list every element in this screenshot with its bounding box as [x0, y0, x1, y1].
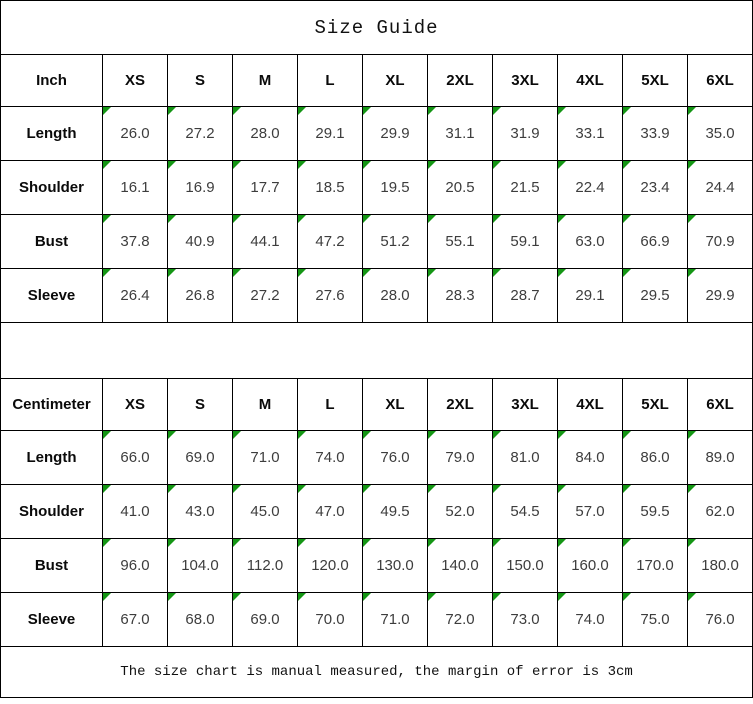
- measurement-value-cell: [428, 539, 493, 593]
- measurement-value: 49.5: [380, 503, 410, 520]
- measurement-value-cell: [428, 431, 493, 485]
- size-label-xs: XS: [103, 55, 168, 107]
- measurement-value: 75.0: [640, 611, 670, 628]
- cell-flag-icon: [363, 539, 371, 547]
- cell-flag-icon: [298, 215, 306, 223]
- measurement-value: 52.0: [445, 503, 475, 520]
- measurement-value: 89.0: [705, 449, 735, 466]
- cell-flag-icon: [428, 593, 436, 601]
- measurement-label: Bust: [1, 215, 103, 269]
- measurement-value: 70.0: [315, 611, 345, 628]
- size-label-l: L: [298, 379, 363, 431]
- cell-flag-icon: [493, 215, 501, 223]
- measurement-value: 86.0: [640, 449, 670, 466]
- measurement-value-cell: [428, 161, 493, 215]
- size-label-6xl: 6XL: [688, 55, 753, 107]
- cell-flag-icon: [103, 431, 111, 439]
- measurement-value-cell: [623, 593, 688, 647]
- measurement-row-sleeve: [1, 269, 753, 323]
- size-label-3xl: 3XL: [493, 55, 558, 107]
- measurement-value-cell: [298, 215, 363, 269]
- measurement-value: 37.8: [120, 233, 150, 250]
- cell-flag-icon: [558, 161, 566, 169]
- cell-flag-icon: [168, 593, 176, 601]
- size-label-3xl: 3XL: [493, 379, 558, 431]
- cell-flag-icon: [233, 431, 241, 439]
- cell-flag-icon: [103, 215, 111, 223]
- cell-flag-icon: [688, 431, 696, 439]
- measurement-value-cell: [363, 485, 428, 539]
- measurement-value-cell: [298, 485, 363, 539]
- measurement-value-cell: [623, 215, 688, 269]
- measurement-value-cell: [623, 431, 688, 485]
- measurement-value-cell: [493, 539, 558, 593]
- measurement-label: Sleeve: [1, 593, 103, 647]
- measurement-value: 43.0: [185, 503, 215, 520]
- page-title: Size Guide: [1, 1, 753, 55]
- cell-flag-icon: [688, 485, 696, 493]
- measurement-value-cell: [363, 431, 428, 485]
- measurement-value: 79.0: [445, 449, 475, 466]
- measurement-value-cell: [558, 269, 623, 323]
- measurement-value-cell: [363, 269, 428, 323]
- cell-flag-icon: [493, 161, 501, 169]
- cell-flag-icon: [428, 485, 436, 493]
- cell-flag-icon: [623, 431, 631, 439]
- measurement-value-cell: [298, 269, 363, 323]
- measurement-value: 54.5: [510, 503, 540, 520]
- measurement-value-cell: [558, 215, 623, 269]
- size-label-m: M: [233, 379, 298, 431]
- size-label-s: S: [168, 379, 233, 431]
- size-label-m: M: [233, 55, 298, 107]
- measurement-value-cell: [233, 431, 298, 485]
- measurement-value: 59.1: [510, 233, 540, 250]
- cell-flag-icon: [103, 539, 111, 547]
- size-label-l: L: [298, 55, 363, 107]
- cell-flag-icon: [363, 593, 371, 601]
- measurement-value: 45.0: [250, 503, 280, 520]
- measurement-value-cell: [233, 539, 298, 593]
- cell-flag-icon: [233, 593, 241, 601]
- cell-flag-icon: [298, 485, 306, 493]
- cell-flag-icon: [363, 269, 371, 277]
- size-label-5xl: 5XL: [623, 379, 688, 431]
- unit-label: Inch: [1, 55, 103, 107]
- measurement-value-cell: [103, 107, 168, 161]
- cell-flag-icon: [103, 107, 111, 115]
- measurement-value: 74.0: [315, 449, 345, 466]
- measurement-value: 27.2: [250, 287, 280, 304]
- measurement-value: 62.0: [705, 503, 735, 520]
- cell-flag-icon: [363, 161, 371, 169]
- measurement-value: 120.0: [311, 557, 349, 574]
- cell-flag-icon: [428, 161, 436, 169]
- measurement-value-cell: [688, 431, 753, 485]
- inch-table-section: [1, 55, 753, 323]
- measurement-value: 28.0: [380, 287, 410, 304]
- size-label-6xl: 6XL: [688, 379, 753, 431]
- measurement-value-cell: [623, 107, 688, 161]
- measurement-value-cell: [363, 107, 428, 161]
- measurement-value: 29.5: [640, 287, 670, 304]
- size-label-4xl: 4XL: [558, 55, 623, 107]
- measurement-value: 81.0: [510, 449, 540, 466]
- measurement-value-cell: [688, 485, 753, 539]
- cell-flag-icon: [558, 215, 566, 223]
- measurement-value: 59.5: [640, 503, 670, 520]
- measurement-label: Shoulder: [1, 485, 103, 539]
- size-label-s: S: [168, 55, 233, 107]
- measurement-value-cell: [103, 539, 168, 593]
- measurement-value-cell: [558, 593, 623, 647]
- cell-flag-icon: [298, 107, 306, 115]
- cell-flag-icon: [558, 593, 566, 601]
- measurement-row-sleeve: [1, 593, 753, 647]
- cell-flag-icon: [623, 593, 631, 601]
- cell-flag-icon: [558, 107, 566, 115]
- measurement-label: Length: [1, 431, 103, 485]
- measurement-value: 21.5: [510, 179, 540, 196]
- measurement-value: 28.0: [250, 125, 280, 142]
- cell-flag-icon: [623, 539, 631, 547]
- cell-flag-icon: [688, 269, 696, 277]
- cell-flag-icon: [623, 215, 631, 223]
- cell-flag-icon: [233, 269, 241, 277]
- measurement-value-cell: [493, 161, 558, 215]
- cell-flag-icon: [233, 161, 241, 169]
- measurement-row-bust: [1, 539, 753, 593]
- cell-flag-icon: [493, 593, 501, 601]
- measurement-value-cell: [688, 107, 753, 161]
- measurement-value: 73.0: [510, 611, 540, 628]
- cell-flag-icon: [428, 215, 436, 223]
- measurement-value: 29.9: [380, 125, 410, 142]
- measurement-value: 47.2: [315, 233, 345, 250]
- cell-flag-icon: [233, 539, 241, 547]
- measurement-value-cell: [493, 269, 558, 323]
- measurement-value: 23.4: [640, 179, 670, 196]
- measurement-value-cell: [363, 539, 428, 593]
- cell-flag-icon: [168, 431, 176, 439]
- spacer-cell: [1, 323, 753, 379]
- measurement-value-cell: [623, 539, 688, 593]
- cell-flag-icon: [623, 485, 631, 493]
- measurement-value: 27.6: [315, 287, 345, 304]
- measurement-value: 170.0: [636, 557, 674, 574]
- cell-flag-icon: [428, 539, 436, 547]
- measurement-value: 17.7: [250, 179, 280, 196]
- measurement-value: 69.0: [185, 449, 215, 466]
- measurement-value: 31.9: [510, 125, 540, 142]
- cell-flag-icon: [688, 593, 696, 601]
- measurement-value: 26.0: [120, 125, 150, 142]
- measurement-value: 26.4: [120, 287, 150, 304]
- measurement-value-cell: [688, 539, 753, 593]
- measurement-value-cell: [103, 431, 168, 485]
- measurement-value-cell: [688, 593, 753, 647]
- measurement-value: 28.3: [445, 287, 475, 304]
- measurement-value: 63.0: [575, 233, 605, 250]
- measurement-value: 18.5: [315, 179, 345, 196]
- cell-flag-icon: [103, 161, 111, 169]
- cell-flag-icon: [558, 269, 566, 277]
- measurement-row-length: [1, 107, 753, 161]
- measurement-value-cell: [233, 215, 298, 269]
- measurement-value-cell: [493, 215, 558, 269]
- title-section: [1, 1, 753, 55]
- measurement-value: 84.0: [575, 449, 605, 466]
- measurement-value: 130.0: [376, 557, 414, 574]
- spacer-row: [1, 323, 753, 379]
- cell-flag-icon: [688, 539, 696, 547]
- measurement-value-cell: [168, 593, 233, 647]
- measurement-value: 140.0: [441, 557, 479, 574]
- measurement-value: 55.1: [445, 233, 475, 250]
- measurement-value: 28.7: [510, 287, 540, 304]
- measurement-value: 96.0: [120, 557, 150, 574]
- cell-flag-icon: [233, 215, 241, 223]
- cell-flag-icon: [493, 539, 501, 547]
- measurement-value: 51.2: [380, 233, 410, 250]
- measurement-value-cell: [168, 215, 233, 269]
- cell-flag-icon: [298, 593, 306, 601]
- measurement-value: 20.5: [445, 179, 475, 196]
- size-label-xs: XS: [103, 379, 168, 431]
- measurement-value: 41.0: [120, 503, 150, 520]
- measurement-value: 57.0: [575, 503, 605, 520]
- cell-flag-icon: [558, 431, 566, 439]
- measurement-value-cell: [623, 269, 688, 323]
- measurement-value: 35.0: [705, 125, 735, 142]
- measurement-value-cell: [688, 215, 753, 269]
- cell-flag-icon: [168, 215, 176, 223]
- measurement-value: 29.1: [315, 125, 345, 142]
- cell-flag-icon: [363, 107, 371, 115]
- size-header-row: [1, 55, 753, 107]
- measurement-value-cell: [233, 593, 298, 647]
- measurement-value: 29.1: [575, 287, 605, 304]
- cell-flag-icon: [168, 269, 176, 277]
- measurement-value-cell: [298, 431, 363, 485]
- measurement-row-shoulder: [1, 485, 753, 539]
- cell-flag-icon: [298, 161, 306, 169]
- footer-row: [1, 647, 753, 698]
- measurement-value: 71.0: [250, 449, 280, 466]
- cell-flag-icon: [168, 539, 176, 547]
- measurement-value-cell: [103, 215, 168, 269]
- measurement-value: 180.0: [701, 557, 739, 574]
- cell-flag-icon: [298, 269, 306, 277]
- cell-flag-icon: [493, 431, 501, 439]
- measurement-value: 76.0: [380, 449, 410, 466]
- size-label-2xl: 2XL: [428, 379, 493, 431]
- measurement-value-cell: [298, 539, 363, 593]
- measurement-row-length: [1, 431, 753, 485]
- measurement-value: 29.9: [705, 287, 735, 304]
- measurement-value-cell: [428, 269, 493, 323]
- spacer-section: [1, 323, 753, 379]
- measurement-value-cell: [103, 269, 168, 323]
- measurement-value: 68.0: [185, 611, 215, 628]
- measurement-value-cell: [558, 431, 623, 485]
- measurement-value: 76.0: [705, 611, 735, 628]
- cell-flag-icon: [623, 269, 631, 277]
- measurement-row-shoulder: [1, 161, 753, 215]
- measurement-value: 71.0: [380, 611, 410, 628]
- measurement-value-cell: [168, 431, 233, 485]
- measurement-value-cell: [233, 107, 298, 161]
- measurement-value-cell: [103, 485, 168, 539]
- cell-flag-icon: [298, 431, 306, 439]
- measurement-value: 27.2: [185, 125, 215, 142]
- measurement-value-cell: [558, 485, 623, 539]
- measurement-value-cell: [558, 161, 623, 215]
- measurement-value-cell: [363, 593, 428, 647]
- cell-flag-icon: [363, 431, 371, 439]
- measurement-label: Length: [1, 107, 103, 161]
- cell-flag-icon: [168, 161, 176, 169]
- measurement-value-cell: [363, 161, 428, 215]
- measurement-value: 26.8: [185, 287, 215, 304]
- measurement-value-cell: [493, 107, 558, 161]
- cell-flag-icon: [103, 269, 111, 277]
- cell-flag-icon: [493, 269, 501, 277]
- measurement-value-cell: [298, 107, 363, 161]
- cell-flag-icon: [233, 107, 241, 115]
- measurement-value: 33.1: [575, 125, 605, 142]
- cell-flag-icon: [168, 485, 176, 493]
- measurement-value: 66.9: [640, 233, 670, 250]
- measurement-value-cell: [688, 269, 753, 323]
- measurement-value-cell: [233, 485, 298, 539]
- measurement-label: Bust: [1, 539, 103, 593]
- measurement-value-cell: [493, 485, 558, 539]
- footer-section: [1, 647, 753, 698]
- measurement-value-cell: [103, 161, 168, 215]
- measurement-value: 40.9: [185, 233, 215, 250]
- measurement-value-cell: [168, 539, 233, 593]
- cell-flag-icon: [428, 269, 436, 277]
- cell-flag-icon: [688, 107, 696, 115]
- size-label-2xl: 2XL: [428, 55, 493, 107]
- measurement-value-cell: [168, 485, 233, 539]
- measurement-value: 72.0: [445, 611, 475, 628]
- cell-flag-icon: [233, 485, 241, 493]
- footer-note: The size chart is manual measured, the margin of error is 3cm: [1, 647, 753, 698]
- cell-flag-icon: [168, 107, 176, 115]
- measurement-value: 16.9: [185, 179, 215, 196]
- cell-flag-icon: [623, 107, 631, 115]
- cell-flag-icon: [103, 593, 111, 601]
- unit-label: Centimeter: [1, 379, 103, 431]
- measurement-value: 150.0: [506, 557, 544, 574]
- measurement-value-cell: [493, 593, 558, 647]
- measurement-label: Shoulder: [1, 161, 103, 215]
- size-label-5xl: 5XL: [623, 55, 688, 107]
- measurement-value-cell: [168, 269, 233, 323]
- measurement-value-cell: [558, 539, 623, 593]
- measurement-value-cell: [688, 161, 753, 215]
- measurement-value-cell: [428, 485, 493, 539]
- measurement-value-cell: [103, 593, 168, 647]
- cell-flag-icon: [688, 161, 696, 169]
- cell-flag-icon: [103, 485, 111, 493]
- cell-flag-icon: [428, 107, 436, 115]
- size-header-row: [1, 379, 753, 431]
- measurement-value: 22.4: [575, 179, 605, 196]
- cell-flag-icon: [428, 431, 436, 439]
- measurement-value: 24.4: [705, 179, 735, 196]
- measurement-value: 31.1: [445, 125, 475, 142]
- measurement-value: 33.9: [640, 125, 670, 142]
- measurement-value: 69.0: [250, 611, 280, 628]
- measurement-value-cell: [493, 431, 558, 485]
- measurement-value: 66.0: [120, 449, 150, 466]
- cell-flag-icon: [558, 485, 566, 493]
- size-label-4xl: 4XL: [558, 379, 623, 431]
- cell-flag-icon: [623, 161, 631, 169]
- measurement-value-cell: [623, 161, 688, 215]
- size-label-xl: XL: [363, 55, 428, 107]
- measurement-value-cell: [298, 161, 363, 215]
- cell-flag-icon: [363, 215, 371, 223]
- cell-flag-icon: [298, 539, 306, 547]
- measurement-value-cell: [428, 215, 493, 269]
- measurement-value: 19.5: [380, 179, 410, 196]
- measurement-value: 16.1: [120, 179, 150, 196]
- cell-flag-icon: [493, 485, 501, 493]
- measurement-value-cell: [363, 215, 428, 269]
- measurement-value-cell: [168, 107, 233, 161]
- measurement-value-cell: [558, 107, 623, 161]
- cell-flag-icon: [363, 485, 371, 493]
- measurement-value: 47.0: [315, 503, 345, 520]
- measurement-value: 67.0: [120, 611, 150, 628]
- measurement-value-cell: [168, 161, 233, 215]
- measurement-row-bust: [1, 215, 753, 269]
- measurement-value: 104.0: [181, 557, 219, 574]
- measurement-value-cell: [623, 485, 688, 539]
- measurement-value: 44.1: [250, 233, 280, 250]
- measurement-value: 112.0: [246, 557, 284, 574]
- measurement-value-cell: [298, 593, 363, 647]
- measurement-value: 70.9: [705, 233, 735, 250]
- centimeter-table-section: [1, 379, 753, 647]
- measurement-label: Sleeve: [1, 269, 103, 323]
- measurement-value: 160.0: [571, 557, 609, 574]
- measurement-value: 74.0: [575, 611, 605, 628]
- measurement-value-cell: [233, 269, 298, 323]
- cell-flag-icon: [688, 215, 696, 223]
- measurement-value-cell: [428, 107, 493, 161]
- title-row: [1, 1, 753, 55]
- measurement-value-cell: [428, 593, 493, 647]
- size-label-xl: XL: [363, 379, 428, 431]
- cell-flag-icon: [558, 539, 566, 547]
- cell-flag-icon: [493, 107, 501, 115]
- measurement-value-cell: [233, 161, 298, 215]
